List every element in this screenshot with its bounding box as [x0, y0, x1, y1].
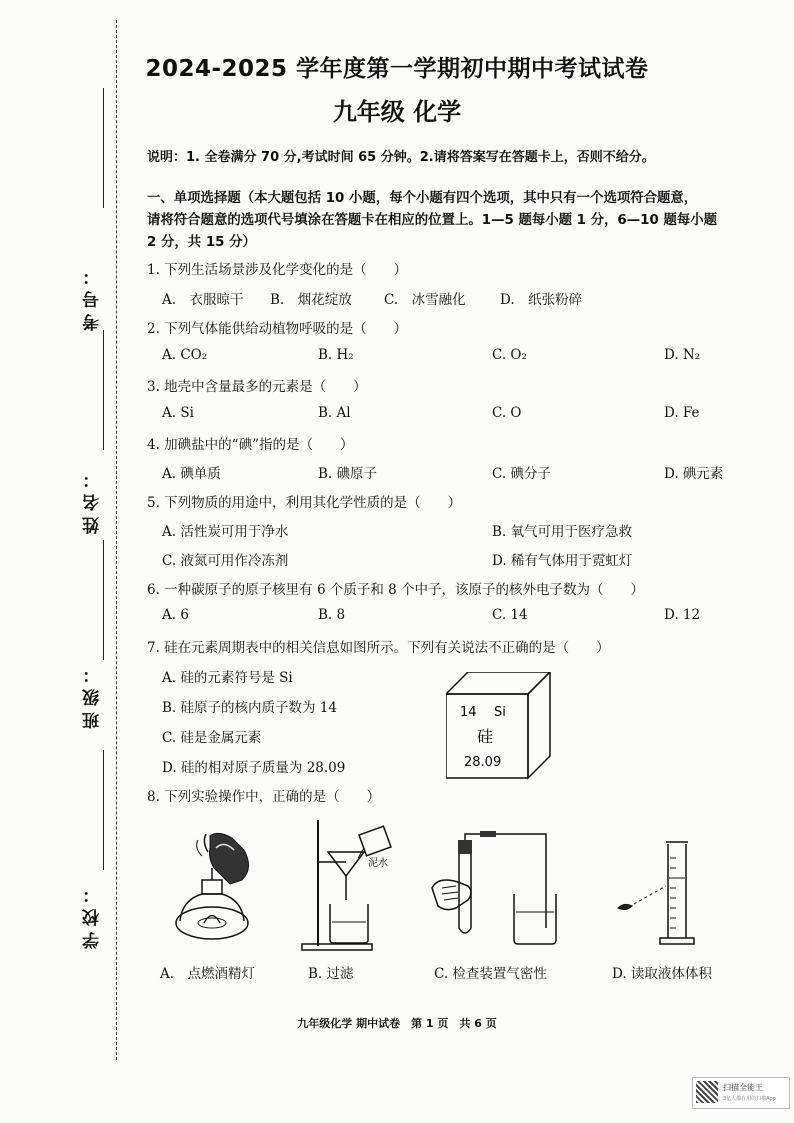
- q6-option-d: D. 12: [664, 607, 701, 623]
- caption-c: C. 检查装置气密性: [434, 966, 547, 982]
- element-card: [446, 672, 556, 782]
- name-line: [103, 540, 104, 660]
- section-heading: [147, 188, 757, 254]
- q5-option-c: C. 液氮可用作冷冻剂: [162, 553, 289, 569]
- binding-dashed-line: [116, 20, 117, 1060]
- exam-title: 2024-2025 学年度第一学期初中期中考试试卷: [145, 56, 649, 82]
- element-number: 14: [460, 705, 477, 720]
- section-line-1: 一、单项选择题（本大题包括 10 小题，每个小题有四个选项，其中只有一个选项符合题意，: [147, 191, 698, 206]
- q3-option-b: B. Al: [318, 405, 351, 421]
- question-7: 7. 硅在元素周期表中的相关信息如图所示。下列有关说法不正确的是（ ）: [147, 640, 610, 656]
- q3-option-d: D. Fe: [664, 405, 700, 421]
- caption-d: D. 读取液体体积: [612, 966, 712, 982]
- exam-subtitle: 九年级 化学: [332, 98, 462, 126]
- q1-option-b: B. 烟花绽放: [270, 292, 352, 308]
- q4-option-a: A. 碘单质: [162, 466, 221, 482]
- figure-filtration: [300, 818, 400, 953]
- school-label: 学校：: [83, 880, 103, 949]
- q1-option-a: A. 衣服晾干: [162, 292, 244, 308]
- class-line: [103, 750, 104, 870]
- scanner-watermark: [692, 1077, 790, 1109]
- q5-option-a: A. 活性炭可用于净水: [162, 524, 289, 540]
- label-mud-water: 泥水: [368, 858, 388, 869]
- q2-option-d: D. N₂: [664, 347, 701, 363]
- q3-option-a: A. Si: [162, 405, 194, 421]
- element-mass: 28.09: [464, 755, 502, 770]
- figure-airtightness: [428, 828, 568, 953]
- question-6: 6. 一种碳原子的原子核里有 6 个质子和 8 个中子，该原子的核外电子数为（ ）: [147, 582, 645, 598]
- question-5: 5. 下列物质的用途中，利用其化学性质的是（ ）: [147, 495, 462, 511]
- stamp-sub: 3亿人都在用的扫描App: [723, 1096, 776, 1102]
- qr-code-icon: [696, 1081, 718, 1103]
- stamp-brand: 扫描全能王: [723, 1083, 763, 1092]
- element-name: 硅: [477, 727, 494, 746]
- q7-option-c: C. 硅是金属元素: [162, 730, 262, 746]
- question-1: 1. 下列生活场景涉及化学变化的是（ ）: [147, 262, 408, 278]
- question-8: 8. 下列实验操作中，正确的是（ ）: [147, 789, 381, 805]
- instructions: 说明：1. 全卷满分 70 分,考试时间 65 分钟。2.请将答案写在答题卡上，否则不给分。: [147, 150, 655, 165]
- q2-option-b: B. H₂: [318, 347, 354, 363]
- question-4: 4. 加碘盐中的“碘”指的是（ ）: [147, 437, 354, 453]
- caption-b: B. 过滤: [308, 966, 354, 982]
- q7-option-a: A. 硅的元素符号是 Si: [162, 670, 293, 686]
- q4-option-c: C. 碘分子: [492, 466, 551, 482]
- exam-no-label: 考号：: [83, 262, 103, 331]
- name-line-top: [103, 330, 104, 450]
- question-2: 2. 下列气体能供给动植物呼吸的是（ ）: [147, 321, 408, 337]
- q7-option-b: B. 硅原子的核内质子数为 14: [162, 700, 337, 716]
- caption-a: A. 点燃酒精灯: [160, 966, 256, 982]
- q6-option-c: C. 14: [492, 607, 528, 623]
- class-label: 班级：: [83, 660, 103, 729]
- q6-option-b: B. 8: [318, 607, 346, 623]
- q4-option-b: B. 碘原子: [318, 466, 378, 482]
- q2-option-c: C. O₂: [492, 347, 527, 363]
- q3-option-c: C. O: [492, 405, 522, 421]
- page-footer: 九年级化学 期中试卷 第 1 页 共 6 页: [297, 1017, 497, 1030]
- q7-option-d: D. 硅的相对原子质量为 28.09: [162, 760, 346, 776]
- section-line-3: 2 分，共 15 分）: [147, 235, 256, 250]
- q1-option-d: D. 纸张粉碎: [500, 292, 583, 308]
- element-symbol: Si: [494, 705, 506, 720]
- name-label: 姓名：: [83, 465, 103, 534]
- figure-alcohol-lamp: [172, 828, 272, 953]
- q2-option-a: A. CO₂: [162, 347, 208, 363]
- q5-option-d: D. 稀有气体用于霓虹灯: [492, 553, 633, 569]
- q6-option-a: A. 6: [162, 607, 189, 623]
- figure-read-volume: [610, 838, 720, 953]
- q5-option-b: B. 氧气可用于医疗急救: [492, 524, 633, 540]
- question-3: 3. 地壳中含量最多的元素是（ ）: [147, 379, 367, 395]
- q1-option-c: C. 冰雪融化: [384, 292, 466, 308]
- section-line-2: 请将符合题意的选项代号填涂在答题卡在相应的位置上。1—5 题每小题 1 分，6—10 题每小题: [147, 213, 718, 228]
- q4-option-d: D. 碘元素: [664, 466, 724, 482]
